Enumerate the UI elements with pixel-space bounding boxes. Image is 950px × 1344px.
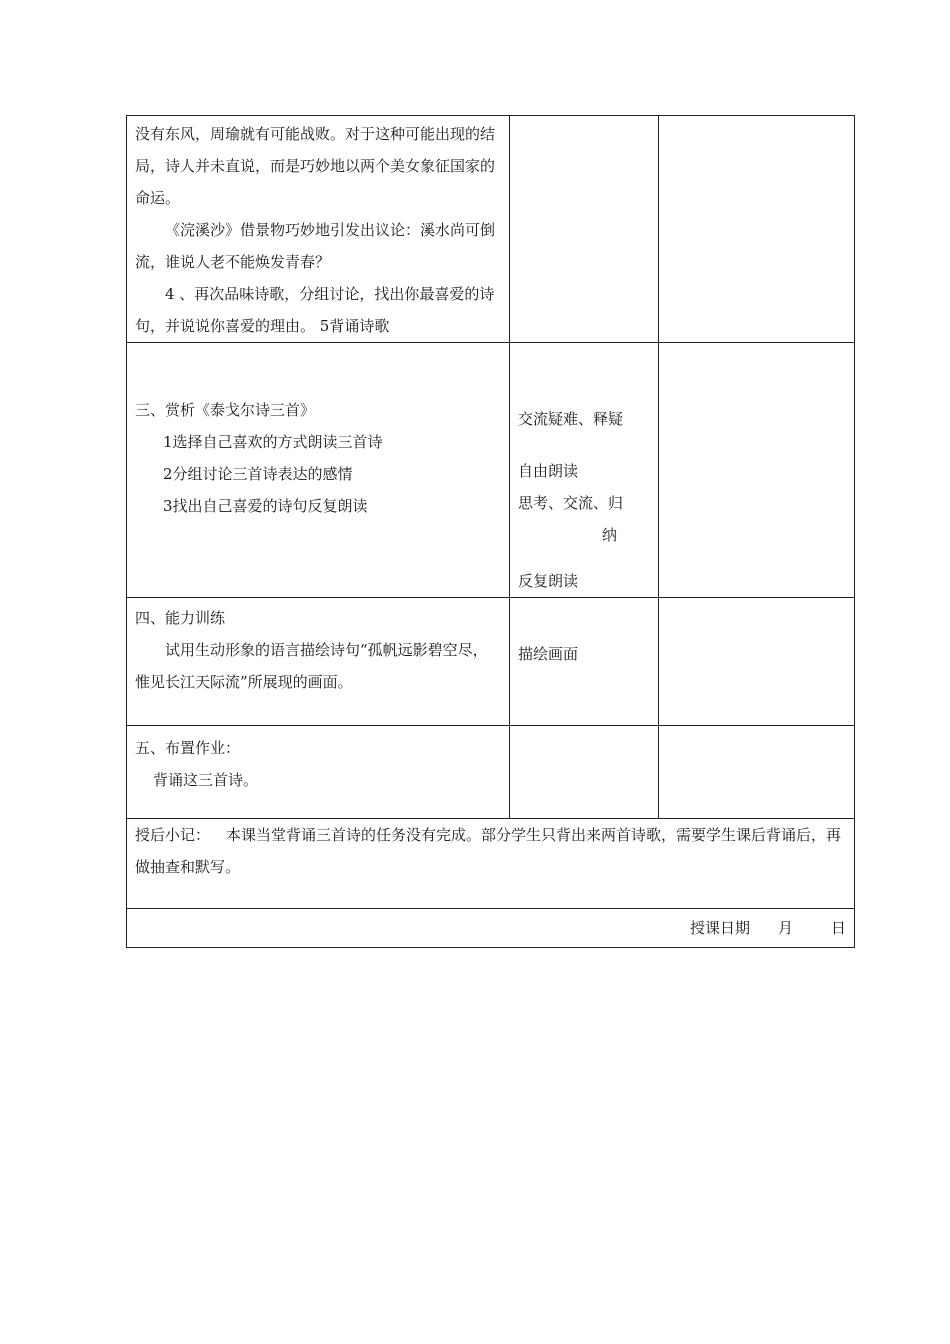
paragraph: 试用生动形象的语言描绘诗句“孤帆远影碧空尽，惟见长江天际流”所展现的画面。 — [135, 641, 488, 691]
day-label: 日 — [830, 919, 846, 937]
paragraph: 背诵这三首诗。 — [153, 771, 259, 789]
activity-item: 思考、交流、归 — [518, 494, 624, 512]
paragraph: 没有东风，周瑜就有可能战败。对于这种可能出现的结局，诗人并未直说，而是巧妙地以两个美女象征国家的命运。 — [135, 125, 496, 207]
paragraph: 《浣溪沙》借景物巧妙地引发出议论：溪水尚可倒流，谁说人老不能焕发青春？ — [135, 221, 496, 271]
notes-label: 授后小记： — [135, 826, 211, 844]
content-cell — [127, 343, 510, 598]
notes-text: 本课当堂背诵三首诗的任务没有完成。部分学生只背出来两首诗歌，需要学生课后背诵后，再做抽查和默写。 — [135, 826, 842, 876]
section-heading: 三、赏析《泰戈尔诗三首》 — [135, 401, 316, 419]
table-row — [127, 116, 855, 343]
content-cell — [127, 116, 510, 343]
table-row — [127, 909, 855, 948]
activity-cell — [510, 343, 659, 598]
table-row — [127, 598, 855, 726]
post-lesson-notes — [135, 819, 846, 883]
table-row — [127, 726, 855, 819]
section-heading: 五、布置作业： — [135, 739, 241, 757]
section-heading: 四、能力训练 — [135, 609, 226, 627]
activity-item: 纳 — [602, 526, 618, 544]
date-label: 授课日期 — [689, 919, 750, 937]
content-cell — [127, 726, 510, 819]
notes-cell — [659, 116, 855, 343]
list-item: 2分组讨论三首诗表达的感情 — [163, 465, 353, 483]
activity-item: 交流疑难、释疑 — [518, 410, 624, 428]
notes-cell — [659, 726, 855, 819]
notes-cell — [659, 343, 855, 598]
activity-cell — [510, 726, 659, 819]
lesson-plan-table — [126, 115, 855, 948]
notes-cell — [659, 598, 855, 726]
post-lesson-notes-cell — [127, 819, 855, 909]
activity-item: 描绘画面 — [518, 645, 579, 663]
list-item: 1选择自己喜欢的方式朗读三首诗 — [163, 433, 383, 451]
table-row — [127, 819, 855, 909]
list-item: 3找出自己喜爱的诗句反复朗读 — [163, 497, 368, 515]
activity-item: 自由朗读 — [518, 462, 579, 480]
activity-cell — [510, 598, 659, 726]
date-cell — [127, 909, 855, 948]
table-row — [127, 343, 855, 598]
paragraph: 4 、再次品味诗歌，分组讨论，找出你最喜爱的诗句，并说说你喜爱的理由。 5背诵诗歌 — [135, 285, 495, 335]
activity-cell — [510, 116, 659, 343]
activity-item: 反复朗读 — [518, 572, 579, 590]
content-cell — [127, 598, 510, 726]
month-label: 月 — [777, 919, 793, 937]
